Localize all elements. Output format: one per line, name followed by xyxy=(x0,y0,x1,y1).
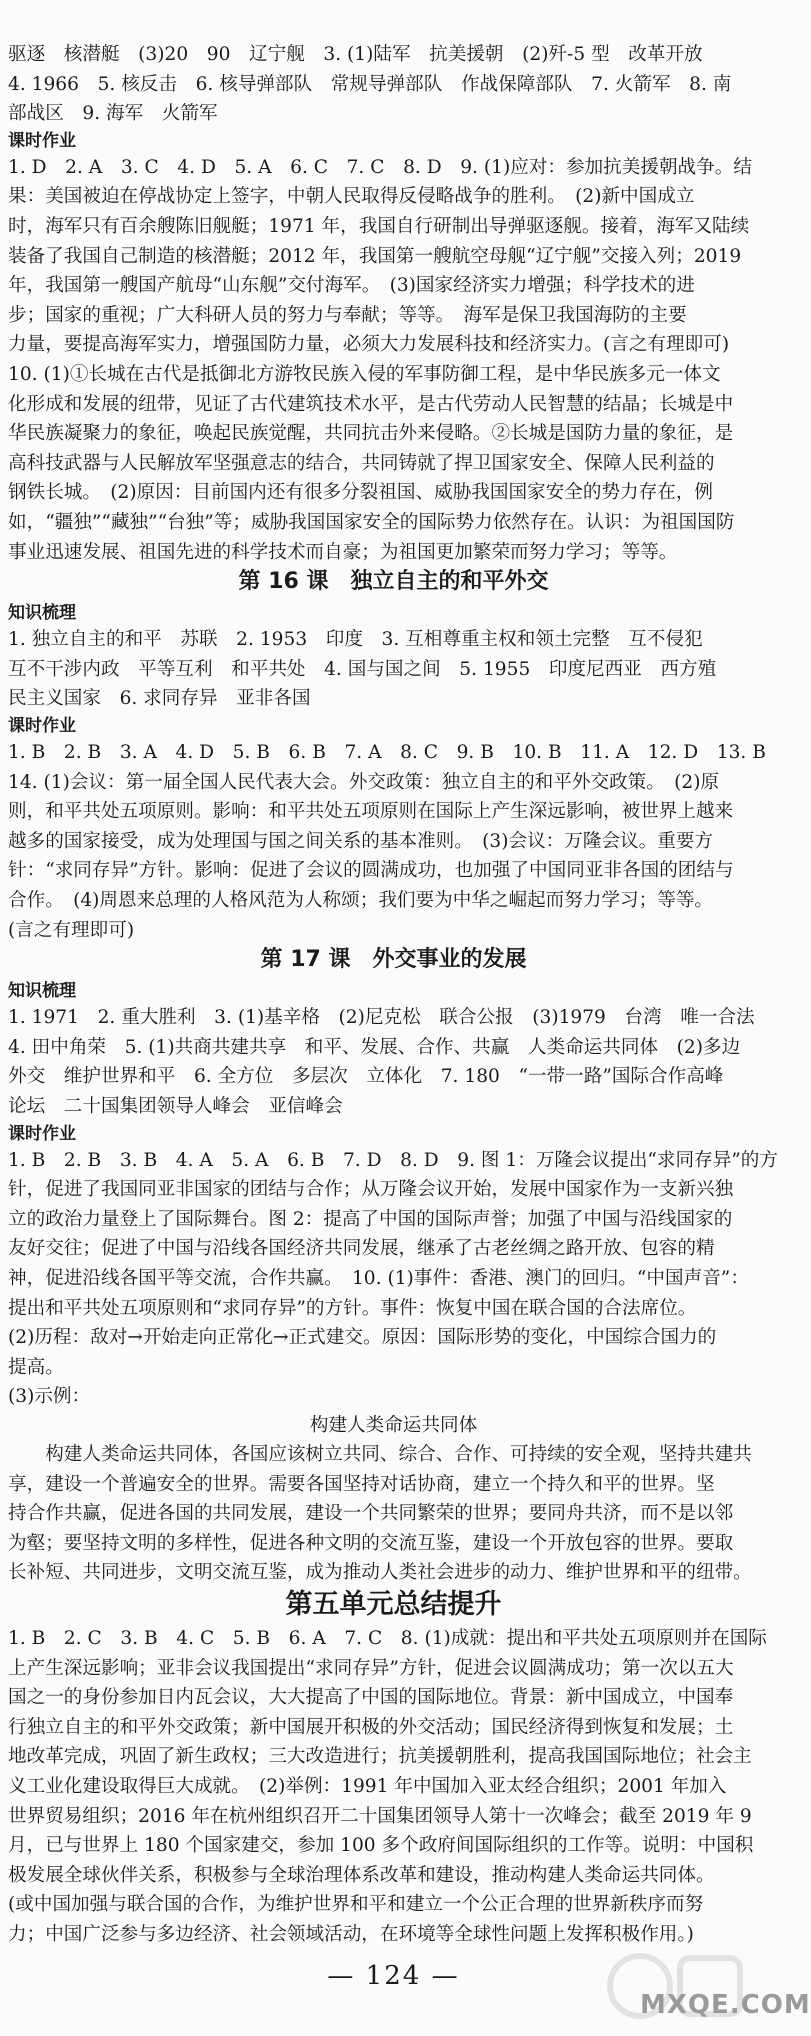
homework-answers-block xyxy=(8,738,780,945)
text-line: (3)示例： xyxy=(8,1386,91,1408)
text-line: 时，海军只有百余艘陈旧舰艇；1971 年，我国自行研制出导弹驱逐舰。接着，海军又陆续 xyxy=(8,215,750,237)
text-line: 1. 独立自主的和平 苏联 2. 1953 印度 3. 互相尊重主权和领土完整 互不侵犯 xyxy=(8,629,703,651)
text-line: 华民族凝聚力的象征，唤起民族觉醒，共同抗击外来侵略。②长城是国防力量的象征，是 xyxy=(8,423,734,445)
text-line: 极发展全球伙伴关系，积极参与全球治理体系改革和建设，推动构建人类命运共同体。 xyxy=(8,1864,715,1886)
page-number: — 124 — xyxy=(327,1960,460,1991)
knowledge-answers-block xyxy=(8,1003,780,1121)
text-line: 装备了我国自己制造的核潜艇；2012 年，我国第一艘航空母舰“辽宁舰”交接入列；2019 xyxy=(8,245,742,267)
essay-title: 构建人类命运共同体 xyxy=(309,1415,478,1436)
text-line: 1. B 2. B 3. B 4. A 5. A 6. B 7. D 8. D 9. 图 1：万隆会议提出“求同存异”的方 xyxy=(8,1149,778,1171)
text-line: 钢铁长城。 (2)原因：目前国内还有很多分裂祖国、威胁我国国家安全的势力存在，例 xyxy=(8,482,714,504)
text-line: 地改革完成，巩固了新生政权；三大改造进行；抗美援朝胜利，提高我国国际地位；社会主 xyxy=(8,1746,752,1768)
text-line: 驱逐 核潜艇 (3)20 90 辽宁舰 3. (1)陆军 抗美援朝 (2)歼-5 型 改革开放 xyxy=(8,44,703,65)
text-line: 立的政治力量登上了国际舞台。图 2：提高了中国的国际声誉；加强了中国与沿线国家的 xyxy=(8,1208,733,1230)
lesson-title: 第 17 课 外交事业的发展 xyxy=(260,947,527,973)
text-line: 力量，要提高海军实力，增强国防力量，必须大力发展科技和经济实力。(言之有理即可) xyxy=(8,334,730,356)
text-line: 长补短、共同进步，文明交流互鉴，成为推动人类社会进步的动力、维护世界和平的纽带。 xyxy=(8,1562,752,1584)
text-line: 构建人类命运共同体，各国应该树立共同、综合、合作、可持续的安全观，坚持共建共 xyxy=(8,1444,752,1465)
text-line: 1. B 2. C 3. B 4. C 5. B 6. A 7. C 8. (1)成就：提出和平共处五项原则并在国际 xyxy=(8,1628,767,1649)
lesson-title: 第 16 课 独立自主的和平外交 xyxy=(238,569,549,595)
section-heading: 课时作业 xyxy=(8,1123,76,1144)
text-line: 持合作共赢，促进各国的共同发展，建设一个共同繁荣的世界；要同舟共济，而不是以邻 xyxy=(8,1503,734,1525)
homework-answers-block xyxy=(8,153,780,567)
section-heading: 课时作业 xyxy=(8,130,76,151)
text-line: 行独立自主的和平外交政策；新中国展开积极的外交活动；国民经济得到恢复和发展；土 xyxy=(8,1716,734,1738)
text-line: (2)历程：敌对→开始走向正常化→正式建交。原因：国际形势的变化，中国综合国力的 xyxy=(8,1327,717,1349)
text-line: 如，“疆独”“藏独”“台独”等；威胁我国国家安全的国际势力依然存在。认识：为祖国国防 xyxy=(8,511,735,533)
text-line: 果：美国被迫在停战协定上签字，中朝人民取得反侵略战争的胜利。 (2)新中国成立 xyxy=(8,186,695,208)
knowledge-answers-block xyxy=(8,625,780,714)
text-line: 4. 田中角荣 5. (1)共商共建共享 和平、发展、合作、共赢 人类命运共同体 (2)多边 xyxy=(8,1036,741,1058)
text-line: 部战区 9. 海军 火箭军 xyxy=(8,103,218,125)
unit-summary-answers-block xyxy=(8,1624,780,1950)
text-line: 事业迅速发展、祖国先进的科学技术而自豪；为祖国更加繁荣而努力学习；等等。 xyxy=(8,541,678,563)
text-line: 世界贸易组织；2016 年在杭州组织召开二十国集团领导人第十一次峰会；截至 2019 年 9 xyxy=(8,1805,752,1827)
essay-block xyxy=(8,1440,780,1588)
text-line: 国之一的身份参加日内瓦会议，大大提高了中国的国际地位。背景：新中国成立，中国奉 xyxy=(8,1687,734,1709)
text-line: 4. 1966 5. 核反击 6. 核导弹部队 常规导弹部队 作战保障部队 7. 火箭军 8. 南 xyxy=(8,73,732,95)
watermark-text: MXQE.COM xyxy=(640,1989,811,2020)
text-line: 民主义国家 6. 求同存异 亚非各国 xyxy=(8,688,311,710)
text-line: 月，已与世界上 180 个国家建交，参加 100 多个政府间国际组织的工作等。说明：中国积 xyxy=(8,1835,754,1857)
text-line: 神，促进沿线各国平等交流，合作共赢。 10. (1)事件：香港、澳门的回归。“中国声音”： xyxy=(8,1267,749,1289)
text-line: 外交 维护世界和平 6. 全方位 多层次 立体化 7. 180 “一带一路”国际合作高峰 xyxy=(8,1066,724,1088)
text-line: 步；国家的重视；广大科研人员的努力与奉献；等等。 海军是保卫我国海防的主要 xyxy=(8,304,687,326)
text-line: 享，建设一个普遍安全的世界。需要各国坚持对话协商，建立一个持久和平的世界。坚 xyxy=(8,1473,715,1495)
text-line: 友好交往；促进了中国与沿线各国经济共同发展，继承了古老丝绸之路开放、包容的精 xyxy=(8,1238,715,1260)
knowledge-answers-block xyxy=(8,40,780,129)
text-line: 10. (1)①长城在古代是抵御北方游牧民族入侵的军事防御工程，是中华民族多元一体文 xyxy=(8,363,721,385)
section-heading: 知识梳理 xyxy=(8,603,76,624)
text-line: 义工业化建设取得巨大成就。 (2)举例：1991 年中国加入亚太经合组织；2001 年加入 xyxy=(8,1775,727,1797)
homework-answers-block xyxy=(8,1146,780,1412)
text-line: 1. B 2. B 3. A 4. D 5. B 6. B 7. A 8. C 9. B 10. B 11. A 12. D 13. B xyxy=(8,742,766,763)
text-line: 高科技武器与人民解放军坚强意志的结合，共同铸就了捍卫国家安全、保障人民利益的 xyxy=(8,452,715,474)
text-line: 1. D 2. A 3. C 4. D 5. A 6. C 7. C 8. D 9. (1)应对：参加抗美援朝战争。结 xyxy=(8,156,752,178)
text-line: 提高。 xyxy=(8,1356,64,1378)
text-line: 化形成和发展的纽带，见证了古代建筑技术水平，是古代劳动人民智慧的结晶；长城是中 xyxy=(8,393,734,415)
section-heading: 知识梳理 xyxy=(8,981,76,1002)
text-line: 力；中国广泛参与多边经济、社会领域活动，在环境等全球性问题上发挥积极作用。) xyxy=(8,1923,694,1945)
text-line: 14. (1)会议：第一届全国人民代表大会。外交政策：独立自主的和平外交政策。 (2)原 xyxy=(8,771,720,793)
text-line: 针：“求同存异”方针。影响：促进了会议的圆满成功，也加强了中国同亚非各国的团结与 xyxy=(8,860,734,882)
text-line: 则，和平共处五项原则。影响：和平共处五项原则在国际上产生深远影响，被世界上越来 xyxy=(8,801,734,823)
section-heading: 课时作业 xyxy=(8,716,76,736)
text-line: 论坛 二十国集团领导人峰会 亚信峰会 xyxy=(8,1095,343,1117)
text-line: 提出和平共处五项原则和“求同存异”的方针。事件：恢复中国在联合国的合法席位。 xyxy=(8,1297,697,1319)
text-line: 合作。 (4)周恩来总理的人格风范为人称颂；我们要为中华之崛起而努力学习；等等。 xyxy=(8,889,714,911)
unit-summary-title: 第五单元总结提升 xyxy=(285,1589,502,1620)
text-line: (言之有理即可) xyxy=(8,919,135,941)
text-line: (或中国加强与联合国的合作，为维护世界和平和建立一个公正合理的世界新秩序而努 xyxy=(8,1894,704,1916)
text-line: 为壑；要坚持文明的多样性，促进各种文明的交流互鉴，建设一个开放包容的世界。要取 xyxy=(8,1532,734,1554)
text-line: 越多的国家接受，成为处理国与国之间关系的基本准则。 (3)会议：万隆会议。重要方 xyxy=(8,830,714,852)
text-line: 1. 1971 2. 重大胜利 3. (1)基辛格 (2)尼克松 联合公报 (3)1979 台湾 唯一合法 xyxy=(8,1007,755,1029)
text-line: 互不干涉内政 平等互利 和平共处 4. 国与国之间 5. 1955 印度尼西亚 西方殖 xyxy=(8,658,717,680)
text-line: 上产生深远影响；亚非会议我国提出“求同存异”方针，促进会议圆满成功；第一次以五大 xyxy=(8,1657,734,1679)
text-line: 年，我国第一艘国产航母“山东舰”交付海军。 (3)国家经济实力增强；科学技术的进 xyxy=(8,275,695,297)
text-line: 针，促进了我国同亚非国家的团结与合作；从万隆会议开始，发展中国家作为一支新兴独 xyxy=(8,1179,734,1201)
